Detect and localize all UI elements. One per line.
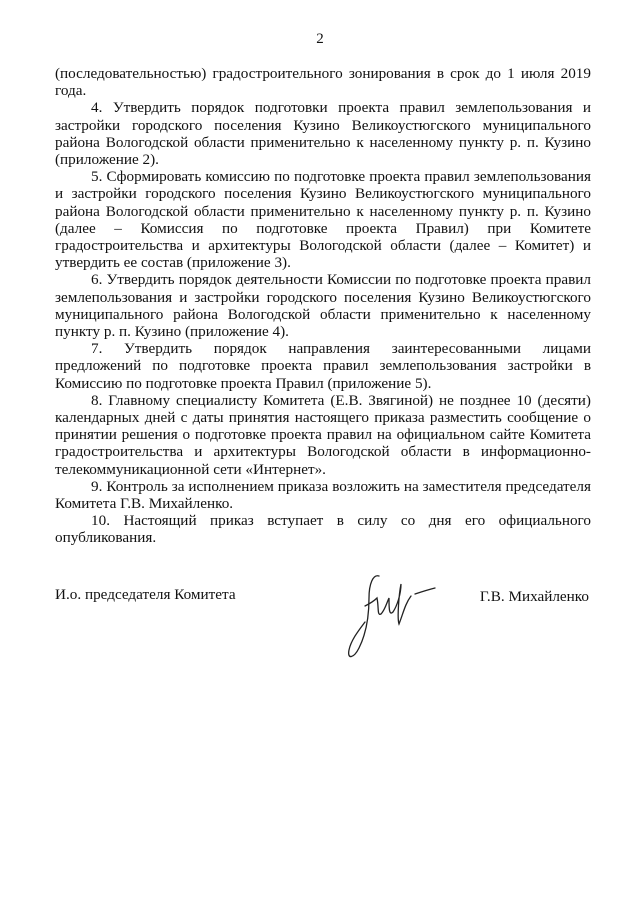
- document-body: [55, 65, 591, 547]
- signatory-name: Г.В. Михайленко: [479, 588, 589, 605]
- signatory-position: И.о. председателя Комитета: [55, 586, 236, 603]
- signature-block: [55, 582, 591, 682]
- page-number: 2: [316, 31, 324, 47]
- paragraph-item-9: 9. Контроль за исполнением приказа возложить на заместителя председателя Комитета Г.В. Михайленко.: [55, 477, 591, 513]
- paragraph-item-5: 5. Сформировать комиссию по подготовке проекта правил землепользования и застройки городского поселения Кузино Великоустюгского муниципального района Вологодской области применительно к населенному пункту р. п. Кузино (далее – Комиссия по подготовке проекта Правил) при Комитете градостроительства и архитектуры Вологодской области (далее – Комитет) и утвердить ее состав (приложение 3).: [55, 168, 591, 272]
- paragraph-item-6: 6. Утвердить порядок деятельности Комиссии по подготовке проекта правил землепользования и застройки городского поселения Кузино Великоустюгского муниципального района Вологодской области применительно к населенному пункту р. п. Кузино (приложение 4).: [55, 271, 591, 341]
- paragraph-item-8: 8. Главному специалисту Комитета (Е.В. Звягиной) не позднее 10 (десяти) календарных дней с даты принятия настоящего приказа разместить сообщение о принятии решения о подготовке проекта правил на официальном сайте Комитета градостроительства и архитектуры Вологодской области в информационно-телекоммуникационной сети «Интернет».: [55, 391, 591, 478]
- paragraph-item-4: 4. Утвердить порядок подготовки проекта правил землепользования и застройки городского поселения Кузино Великоустюгского муниципального района Вологодской области применительно к населенному пункту р. п. Кузино (приложение 2).: [55, 99, 591, 169]
- paragraph-item-7: 7. Утвердить порядок направления заинтересованными лицами предложений по подготовке проекта правил землепользования застройки в Комиссию по подготовке проекта Правил (приложение 5).: [55, 340, 591, 392]
- paragraph-continuation: (последовательностью) градостроительного зонирования в срок до 1 июля 2019 года.: [55, 65, 591, 100]
- handwritten-signature: [339, 564, 449, 664]
- paragraph-item-10: 10. Настоящий приказ вступает в силу со дня его официального опубликования.: [55, 512, 591, 547]
